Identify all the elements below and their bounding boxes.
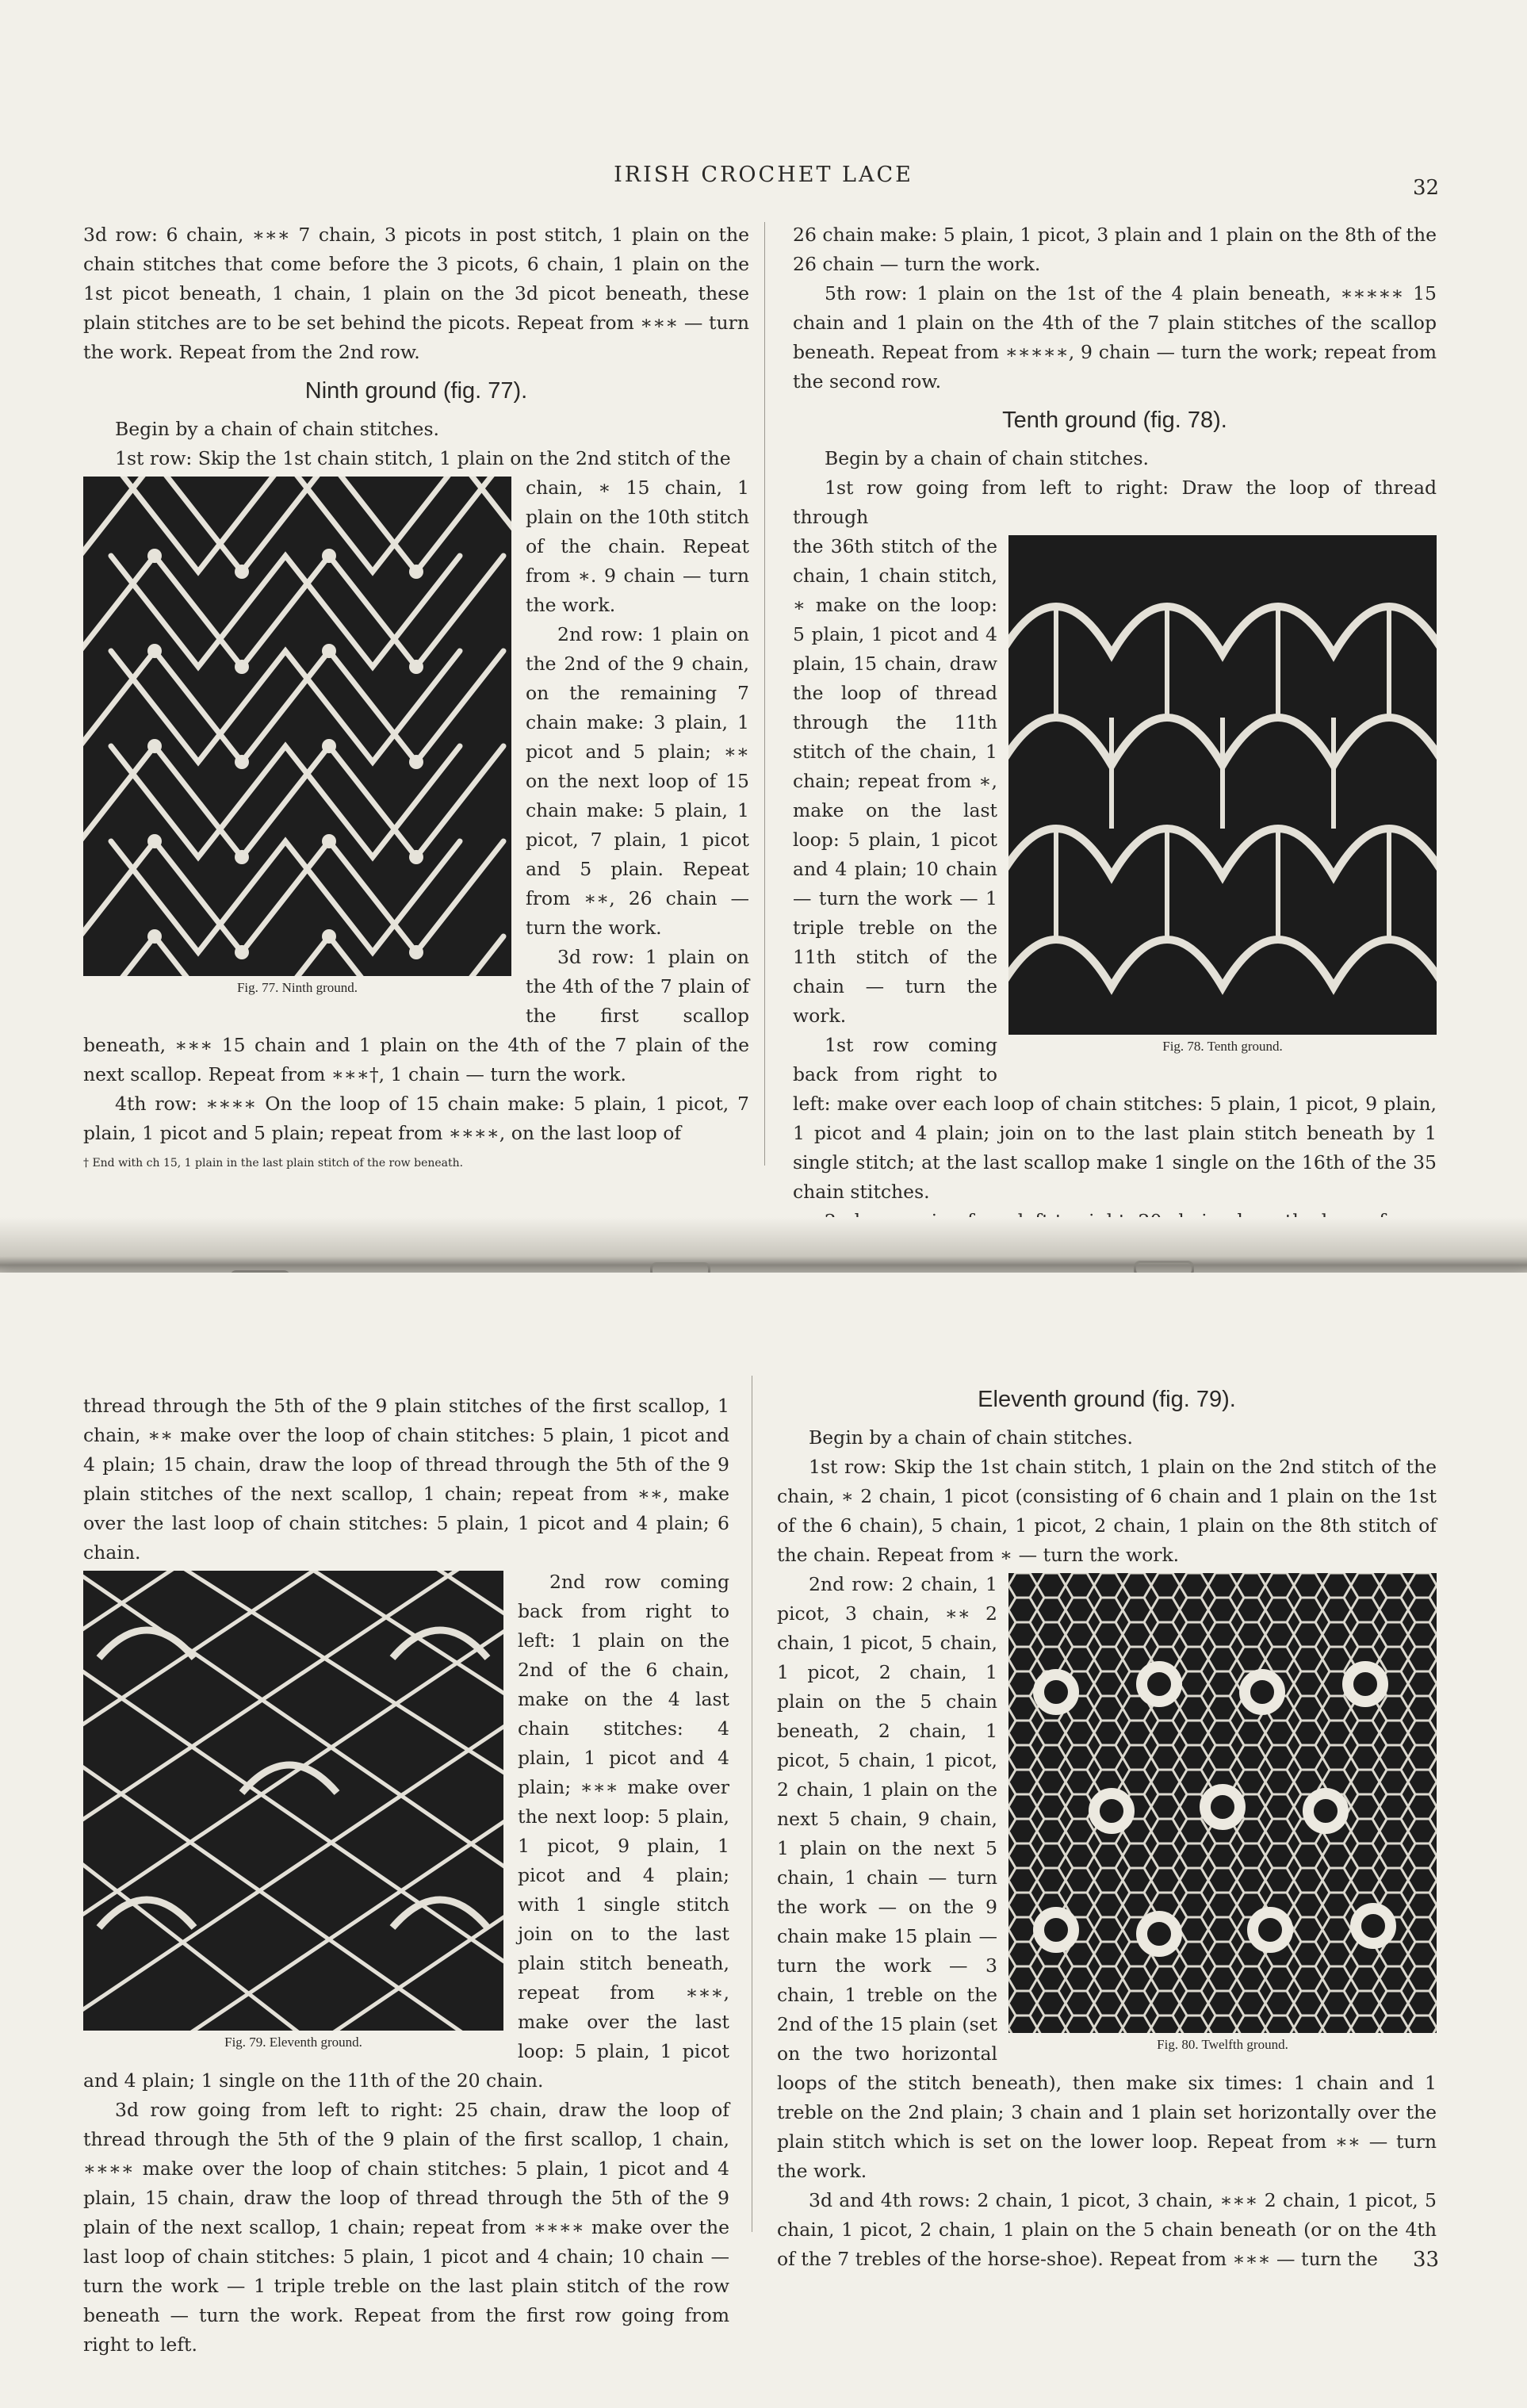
footnote: † End with ch 15, 1 plain in the last plain stitch of the row beneath.: [83, 1157, 464, 1170]
figure-79: [83, 1571, 503, 2054]
paragraph: Begin by a chain of chain stitches.: [825, 447, 1149, 469]
twelfth-ground-lace-image: [1008, 1573, 1437, 2033]
paragraph: 3d row going from left to right: 25 chain, draw the loop of thread through the 5th of the 9 plain of the first scallop, 1 chain, ∗∗∗∗ make over the loop of chain stitches: 5 plain, 1 picot and 4 plain, 15 chain, draw the loop of thread through the 5th of the 9 plain of the next scallop, 1 chain; repeat from ∗∗∗∗ make over the last loop of chain stitches: 5 plain, 1 picot and 4 chain; 10 chain — turn the work — 1 triple treble on the last plain stitch of the row beneath — turn the work. Repeat from the first row going from right to left.: [83, 2099, 729, 2356]
paragraph: chain, ∗ 15 chain, 1 plain on the 10th stitch of the chain. Repeat from ∗. 9 chain — turn the work.: [526, 477, 749, 616]
paragraph: 1st row: Skip the 1st chain stitch, 1 plain on the 2nd stitch of the chain, ∗ 2 chain, 1 picot (consisting of 6 chain and 1 plain on the 1st of the 6 chain), 5 chain, 1 picot, 2 chain, 1 plain on the 8th stitch of the chain. Repeat from ∗ — turn the work.: [777, 1456, 1437, 1566]
column-rule: [764, 222, 765, 1166]
top-right-column: [793, 220, 1437, 1236]
paragraph: 1st row coming back from right to left: make over each loop of chain stitches: 5 plain, 1 picot, 9 plain, 1 picot and 4 plain; join on to the last plain stitch beneath by 1 single stitch; at the last scallop make 1 single on the 16th of the 35 chain stitches.: [793, 1034, 1437, 1203]
bottom-left-column: [83, 1392, 729, 2360]
paragraph: 1st row: Skip the 1st chain stitch, 1 plain on the 2nd stitch of the: [115, 447, 731, 469]
paragraph: 2nd row: 2 chain, 1 picot, 3 chain, ∗∗ 2 chain, 1 picot, 5 chain, 1 picot, 2 chain, 1 plain on the 5 chain beneath, 2 chain, 1 picot, 5 chain, 1 picot, 2 chain, 1 plain on the next 5 chain, 9 chain, 1 plain on the next 5 chain, 1 chain — turn the work — on the 9 chain make 15 plain — turn the work — 3 chain, 1 treble on the 2nd of the 15 plain (set on the two horizontal loops of the stitch beneath), then make six times: 1 chain and 1 treble on the 2nd plain; 3 chain and 1 plain set horizontally over the plain stitch which is set on the lower loop. Repeat from ∗∗ — turn the work.: [777, 1573, 1437, 2182]
paragraph: the 36th stitch of the chain, 1 chain stitch, ∗ make on the loop: 5 plain, 1 picot and 4 plain, 15 chain, draw the loop of thread through the 11th stitch of the chain, 1 chain; repeat from ∗, make on the last loop: 5 plain, 1 picot and 4 plain; 10 chain — turn the work — 1 triple treble on the 11th stitch of the chain — turn the work.: [793, 535, 997, 1027]
figure-78: [1008, 535, 1437, 1059]
bottom-right-column: [777, 1376, 1440, 2274]
paragraph: 26 chain make: 5 plain, 1 picot, 3 plain and 1 plain on the 8th of the 26 chain — turn the work.: [793, 224, 1437, 275]
paragraph: 3d row: 1 plain on the 4th of the 7 plain of the first scallop beneath, ∗∗∗ 15 chain and 1 plain on the 4th of the 7 plain of the next scallop. Repeat from ∗∗∗†, 1 chain — turn the work.: [83, 946, 749, 1085]
ninth-ground-lace-image: [83, 477, 511, 976]
paragraph: thread through the 5th of the 9 plain stitches of the first scallop, 1 chain, ∗∗ make over the loop of chain stitches: 5 plain, 1 picot and 4 plain; 15 chain, draw the loop of thread through the 5th of the 9 plain stitches of the next scallop, 1 chain; repeat from ∗∗, make over the last loop of chain stitches: 5 plain, 1 picot and 4 plain; 6 chain.: [83, 1395, 729, 1564]
paragraph: 3d and 4th rows: 2 chain, 1 picot, 3 chain, ∗∗∗ 2 chain, 1 picot, 5 chain, 1 picot, 2 chain, 1 plain on the 5 chain beneath (or on the 4th of the 7 trebles of the horse-shoe). Repeat from ∗∗∗ — turn the: [777, 2189, 1437, 2270]
figure-caption: Fig. 79. Eleventh ground.: [224, 2035, 362, 2050]
paragraph: 1st row going from left to right: Draw the loop of thread through: [793, 477, 1437, 528]
paragraph: 3d row: 6 chain, ∗∗∗ 7 chain, 3 picots in post stitch, 1 plain on the chain stitches that come before the 3 picots, 6 chain, 1 plain on the 1st picot beneath, 1 chain, 1 plain on the 3d picot beneath, these plain stitches are to be set behind the picots. Repeat from ∗∗∗ — turn the work. Repeat from the 2nd row.: [83, 224, 749, 363]
paragraph: 2nd row: 1 plain on the 2nd of the 9 chain, on the remaining 7 chain make: 3 plain, 1 picot and 5 plain; ∗∗ on the next loop of 15 chain make: 5 plain, 1 picot, 7 plain, 1 picot and 5 plain. Repeat from ∗∗, 26 chain — turn the work.: [526, 623, 749, 939]
paragraph: Begin by a chain of chain stitches.: [115, 418, 439, 440]
page-number-33: 33: [1413, 2248, 1440, 2272]
top-left-column: [83, 220, 749, 1172]
eleventh-ground-lace-image: [83, 1571, 503, 2031]
page-number-32: 32: [1413, 176, 1440, 200]
figure-80: [1008, 1573, 1437, 2057]
paragraph: 2nd row coming back from right to left: 1 plain on the 2nd of the 6 chain, make on the 4 last chain stitches: 4 plain, 1 picot and 4 plain; ∗∗∗ make over the next loop: 5 plain, 1 picot, 9 plain, 1 picot and 4 plain; with 1 single stitch join on to the last plain stitch beneath, repeat from ∗∗∗, make over the last loop: 5 plain, 1 picot and 4 plain; 1 single on the 11th of the 20 chain.: [83, 1571, 729, 2092]
figure-caption: Fig. 78. Tenth ground.: [1162, 1039, 1283, 1054]
section-heading: Ninth ground (fig. 77).: [304, 378, 528, 404]
figure-caption: Fig. 80. Twelfth ground.: [1157, 2037, 1288, 2052]
paragraph: 4th row: ∗∗∗∗ On the loop of 15 chain make: 5 plain, 1 picot, 7 plain, 1 picot and 5 plain; repeat from ∗∗∗∗, on the last loop of: [83, 1093, 749, 1144]
paragraph: 5th row: 1 plain on the 1st of the 4 plain beneath, ∗∗∗∗∗ 15 chain and 1 plain on the 4th of the 7 plain stitches of the scallop beneath. Repeat from ∗∗∗∗∗, 9 chain — turn the work; repeat from the second row.: [793, 282, 1437, 392]
running-head: IRISH CROCHET LACE: [614, 163, 913, 187]
figure-caption: Fig. 77. Ninth ground.: [236, 980, 358, 995]
tenth-ground-lace-image: [1008, 535, 1437, 1035]
paragraph: Begin by a chain of chain stitches.: [809, 1426, 1133, 1449]
figure-77: [83, 477, 511, 1000]
section-heading: Tenth ground (fig. 78).: [1002, 408, 1227, 433]
bottom-page: [0, 1273, 1527, 2408]
section-heading: Eleventh ground (fig. 79).: [978, 1387, 1236, 1412]
